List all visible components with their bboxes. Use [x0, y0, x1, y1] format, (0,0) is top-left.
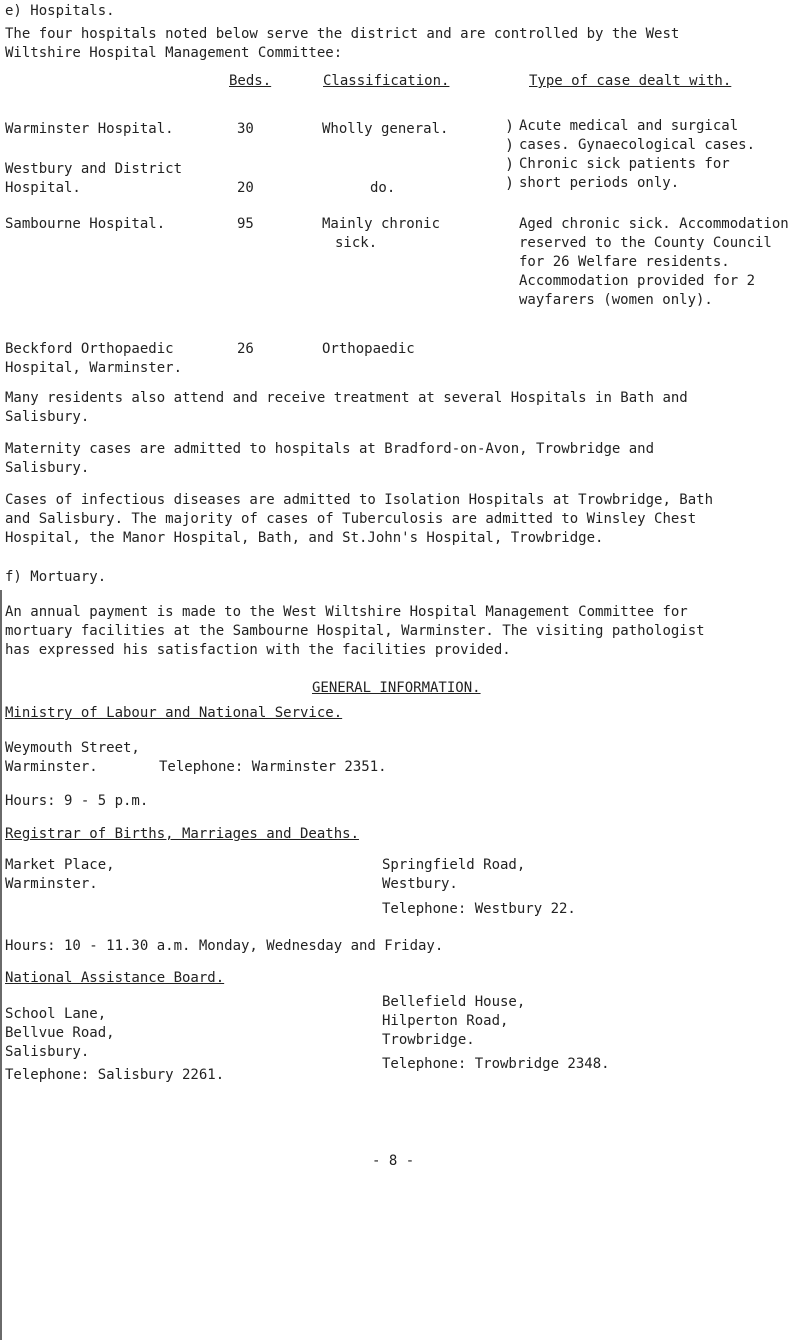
column-header-type: Type of case dealt with. [529, 73, 732, 89]
ministry-heading: Ministry of Labour and National Service. [5, 705, 343, 721]
paragraph-line: Cases of infectious diseases are admitted to Isolation Hospitals at Trowbridge, Bath [5, 492, 714, 508]
paragraph-line: Salisbury. [5, 409, 90, 425]
hospital-beds: 26 [237, 341, 254, 357]
hospital-type-line: reserved to the County Council [519, 235, 772, 251]
brace-symbol: ) [505, 117, 515, 135]
hospital-type-line: Accommodation provided for 2 [519, 273, 756, 289]
ministry-address-line: Weymouth Street, [5, 740, 140, 756]
registrar-right-line: Springfield Road, [382, 857, 526, 873]
assistance-left-line: Bellvue Road, [5, 1025, 115, 1041]
hospitals-intro-line-2: Wiltshire Hospital Management Committee: [5, 45, 343, 61]
hospital-name-cont: Hospital. [5, 180, 81, 196]
left-margin-rule [0, 590, 2, 1340]
registrar-right-line: Westbury. [382, 876, 458, 892]
mortuary-text-line: has expressed his satisfaction with the facilities provided. [5, 642, 511, 658]
paragraph-line: Salisbury. [5, 460, 90, 476]
hospital-beds: 20 [237, 180, 254, 196]
hospital-type-line: for 26 Welfare residents. [519, 254, 730, 270]
shared-type-line: short periods only. [519, 175, 680, 191]
brace-symbol: ) [505, 174, 515, 192]
shared-type-line: Acute medical and surgical [519, 118, 739, 134]
paragraph-line: Hospital, the Manor Hospital, Bath, and St.John's Hospital, Trowbridge. [5, 530, 604, 546]
ministry-address-line: Warminster. [5, 759, 98, 775]
shared-type-line: Chronic sick patients for [519, 156, 730, 172]
assistance-right-line: Trowbridge. [382, 1032, 475, 1048]
assistance-heading: National Assistance Board. [5, 970, 225, 986]
hospital-name: Warminster Hospital. [5, 121, 174, 137]
hospital-beds: 95 [237, 216, 254, 232]
assistance-left-line: Salisbury. [5, 1044, 90, 1060]
assistance-left-line: Telephone: Salisbury 2261. [5, 1067, 225, 1083]
hospital-name: Beckford Orthopaedic [5, 341, 174, 357]
hospital-classification: Wholly general. [322, 121, 449, 137]
hospital-classification: Orthopaedic [322, 341, 415, 357]
hospital-type-line: Aged chronic sick. Accommodation [519, 216, 789, 232]
registrar-heading: Registrar of Births, Marriages and Deaths. [5, 826, 360, 842]
assistance-right-line: Bellefield House, [382, 994, 526, 1010]
paragraph-line: and Salisbury. The majority of cases of Tuberculosis are admitted to Winsley Chest [5, 511, 697, 527]
registrar-hours: Hours: 10 - 11.30 a.m. Monday, Wednesday and Friday. [5, 938, 444, 954]
section-heading-hospitals: e) Hospitals. [5, 3, 115, 19]
column-header-classification: Classification. [323, 73, 450, 89]
section-heading-mortuary: f) Mortuary. [5, 569, 107, 585]
ministry-telephone: Telephone: Warminster 2351. [159, 759, 387, 775]
general-information-heading: GENERAL INFORMATION. [312, 680, 481, 696]
hospital-name-cont: Hospital, Warminster. [5, 360, 183, 376]
assistance-left-line: School Lane, [5, 1006, 107, 1022]
assistance-right-line: Hilperton Road, [382, 1013, 509, 1029]
hospitals-intro-line-1: The four hospitals noted below serve the district and are controlled by the West [5, 26, 680, 42]
hospital-name: Westbury and District [5, 161, 183, 177]
ministry-hours: Hours: 9 - 5 p.m. [5, 793, 149, 809]
registrar-left-line: Warminster. [5, 876, 98, 892]
shared-type-line: cases. Gynaecological cases. [519, 137, 756, 153]
brace-symbol: ) [505, 136, 515, 154]
hospital-type-line: wayfarers (women only). [519, 292, 713, 308]
assistance-right-line: Telephone: Trowbridge 2348. [382, 1056, 610, 1072]
mortuary-text-line: mortuary facilities at the Sambourne Hospital, Warminster. The visiting pathologist [5, 623, 705, 639]
brace-symbol: ) [505, 155, 515, 173]
registrar-telephone: Telephone: Westbury 22. [382, 901, 576, 917]
paragraph-line: Maternity cases are admitted to hospitals at Bradford-on-Avon, Trowbridge and [5, 441, 655, 457]
hospital-classification: Mainly chronic [322, 216, 441, 232]
hospital-beds: 30 [237, 121, 254, 137]
hospital-classification: do. [370, 180, 396, 196]
page-number: - 8 - [372, 1153, 415, 1169]
mortuary-text-line: An annual payment is made to the West Wiltshire Hospital Management Committee for [5, 604, 688, 620]
hospital-classification-cont: sick. [335, 235, 378, 251]
registrar-left-line: Market Place, [5, 857, 115, 873]
column-header-beds: Beds. [229, 73, 272, 89]
paragraph-line: Many residents also attend and receive treatment at several Hospitals in Bath and [5, 390, 688, 406]
hospital-name: Sambourne Hospital. [5, 216, 166, 232]
